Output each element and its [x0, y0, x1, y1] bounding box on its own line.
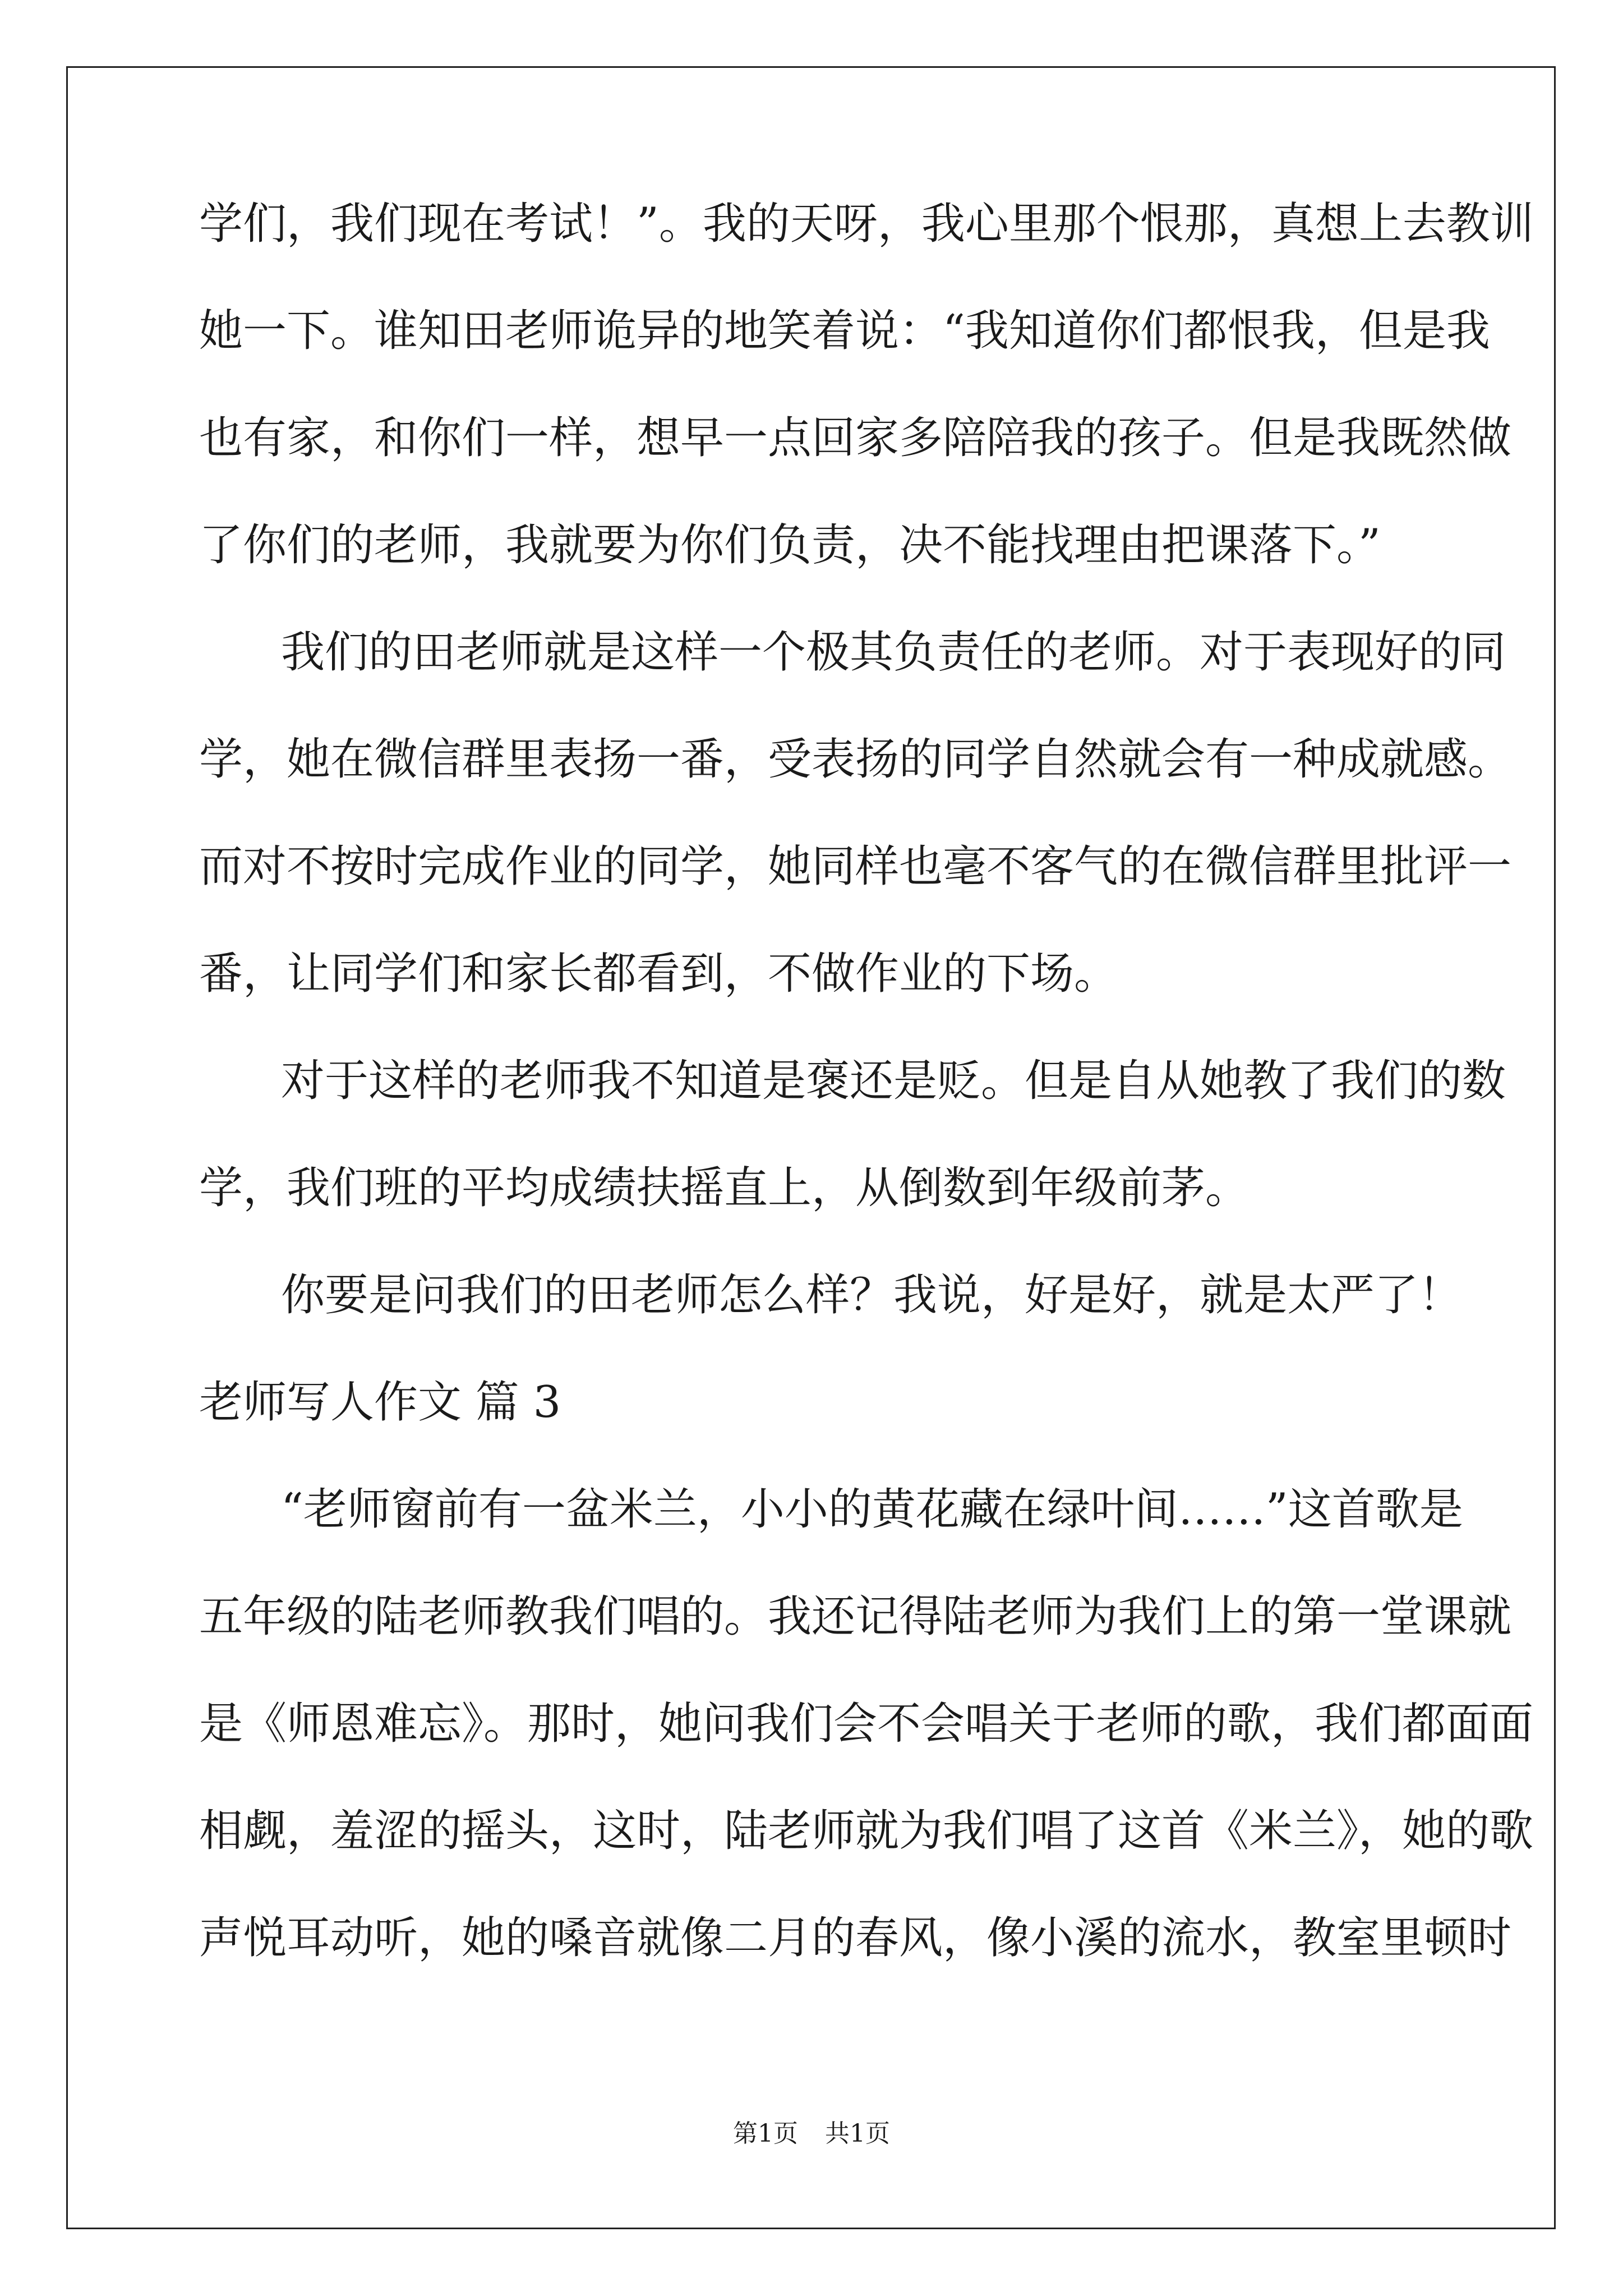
text-line: 而对不按时完成作业的同学，她同样也毫不客气的在微信群里批评一: [199, 841, 1512, 892]
text-line: 学，她在微信群里表扬一番，受表扬的同学自然就会有一种成就感。: [199, 734, 1512, 785]
text-line: 了你们的老师，我就要为你们负责，决不能找理由把课落下。”: [199, 520, 1381, 570]
text-line: 学，我们班的平均成绩扶摇直上，从倒数到年级前茅。: [199, 1163, 1249, 1213]
text-line: 是《师恩难忘》。那时，她问我们会不会唱关于老师的歌，我们都面面: [199, 1699, 1534, 1749]
text-line: 五年级的陆老师教我们唱的。我还记得陆老师为我们上的第一堂课就: [199, 1591, 1512, 1642]
page-footer: [0, 2119, 1623, 2148]
text-line: “老师窗前有一盆米兰，小小的黄花藏在绿叶间……”这首歌是: [281, 1484, 1463, 1535]
text-line: 声悦耳动听，她的嗓音就像二月的春风，像小溪的流水，教室里顿时: [199, 1913, 1512, 1963]
text-line: 你要是问我们的田老师怎么样？我说，好是好，就是太严了！: [281, 1270, 1463, 1320]
text-line: 她一下。谁知田老师诡异的地笑着说：“我知道你们都恨我，但是我: [199, 306, 1490, 356]
text-line: 番，让同学们和家长都看到，不做作业的下场。: [199, 949, 1118, 999]
text-line: 相觑，羞涩的摇头，这时，陆老师就为我们唱了这首《米兰》，她的歌: [199, 1806, 1534, 1856]
page-number-current: 第1页: [733, 2119, 798, 2148]
page-number-total: 共1页: [825, 2119, 890, 2148]
section-heading: 老师写人作文 篇 3: [199, 1377, 561, 1428]
text-line: 我们的田老师就是这样一个极其负责任的老师。对于表现好的同: [281, 627, 1506, 678]
document-body: [199, 199, 1534, 2023]
text-line: 学们，我们现在考试！”。我的天呀，我心里那个恨那，真想上去教训: [199, 199, 1534, 249]
text-line: 对于这样的老师我不知道是褒还是贬。但是自从她教了我们的数: [281, 1056, 1506, 1106]
text-line: 也有家，和你们一样，想早一点回家多陪陪我的孩子。但是我既然做: [199, 413, 1512, 463]
